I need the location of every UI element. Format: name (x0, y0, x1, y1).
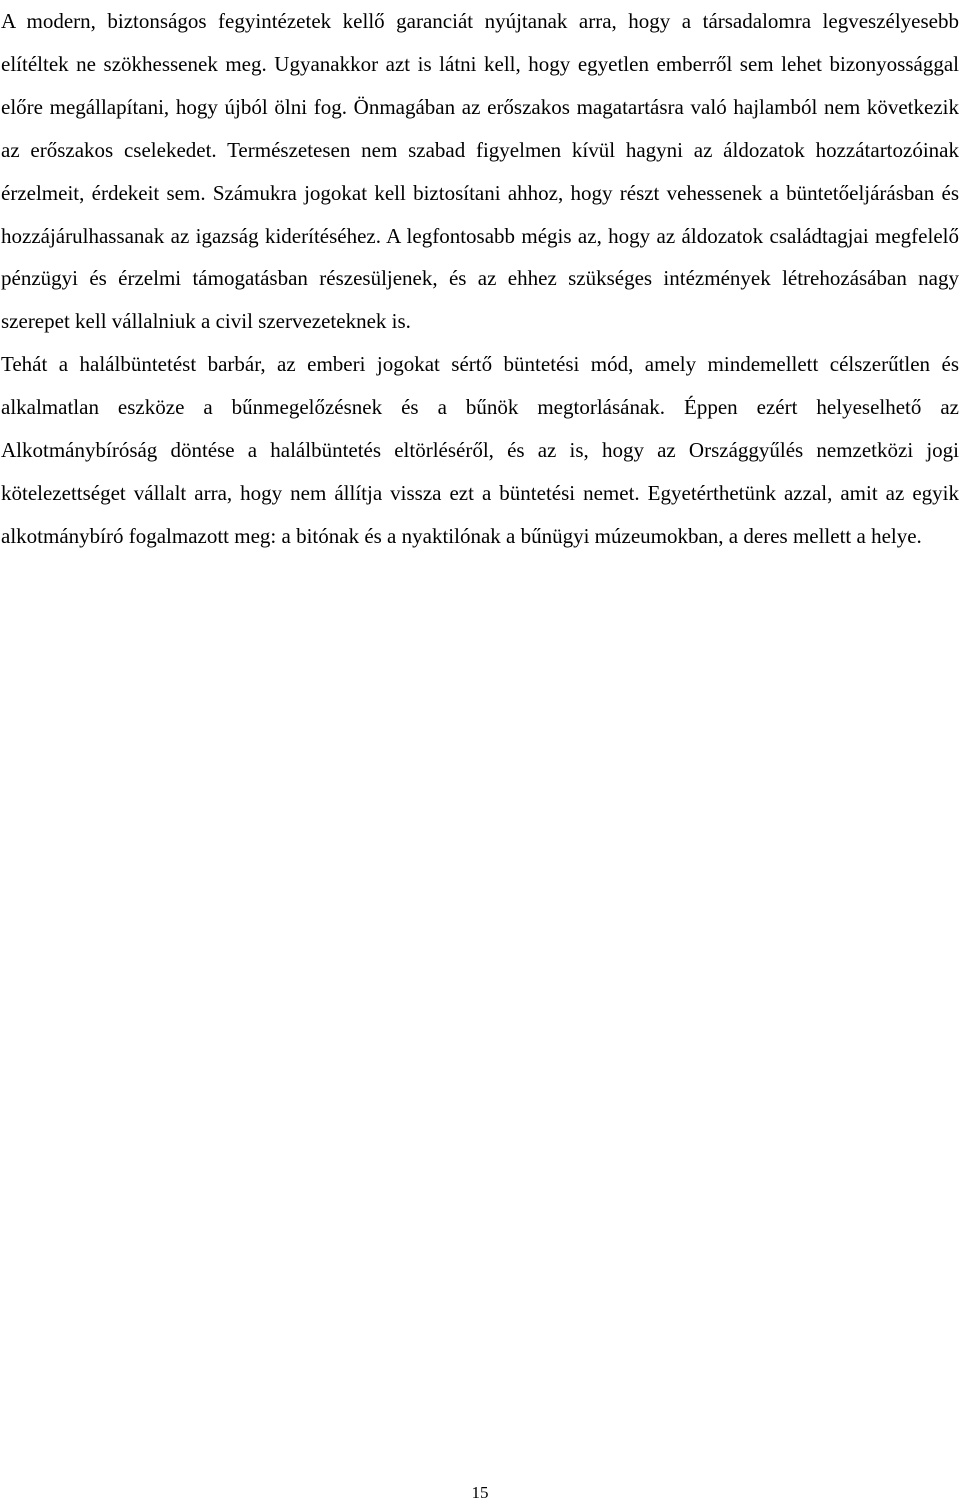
body-text (1, 0, 959, 558)
paragraph-2: Tehát a halálbüntetést barbár, az emberi jogokat sértő büntetési mód, amely mindemellett célszerűtlen és alkalmatlan eszköze a bűnmegelőzésnek és a bűnök megtorlásának. Éppen ezért helyeselhető az Alkotmánybíróság döntése a halálbüntetés eltörléséről, és az is, hogy az Országgyűlés nemzetközi jogi kötelezettséget vállalt arra, hogy nem állítja vissza ezt a büntetési nemet. Egyetérthetünk azzal, amit az egyik alkotmánybíró fogalmazott meg: a bitónak és a nyaktilónak a bűnügyi múzeumokban, a deres mellett a helye. (1, 352, 959, 548)
page-number: 15 (471, 1483, 489, 1502)
paragraph-1: A modern, biztonságos fegyintézetek kellő garanciát nyújtanak arra, hogy a társadalomra legveszélyesebb elítéltek ne szökhessenek meg. Ugyanakkor azt is látni kell, hogy egyetlen emberről sem lehet bizonyossággal előre megállapítani, hogy újból ölni fog. Önmagában az erőszakos magatartásra való hajlamból nem következik az erőszakos cselekedet. Természetesen nem szabad figyelmen kívül hagyni az áldozatok hozzátartozóinak érzelmeit, érdekeit sem. Számukra jogokat kell biztosítani ahhoz, hogy részt vehessenek a büntetőeljárásban és hozzájárulhassanak az igazság kiderítéséhez. A legfontosabb mégis az, hogy az áldozatok családtagjai megfelelő pénzügyi és érzelmi támogatásban részesüljenek, és az ehhez szükséges intézmények létrehozásában nagy szerepet kell vállalniuk a civil szervezeteknek is. (1, 9, 959, 334)
